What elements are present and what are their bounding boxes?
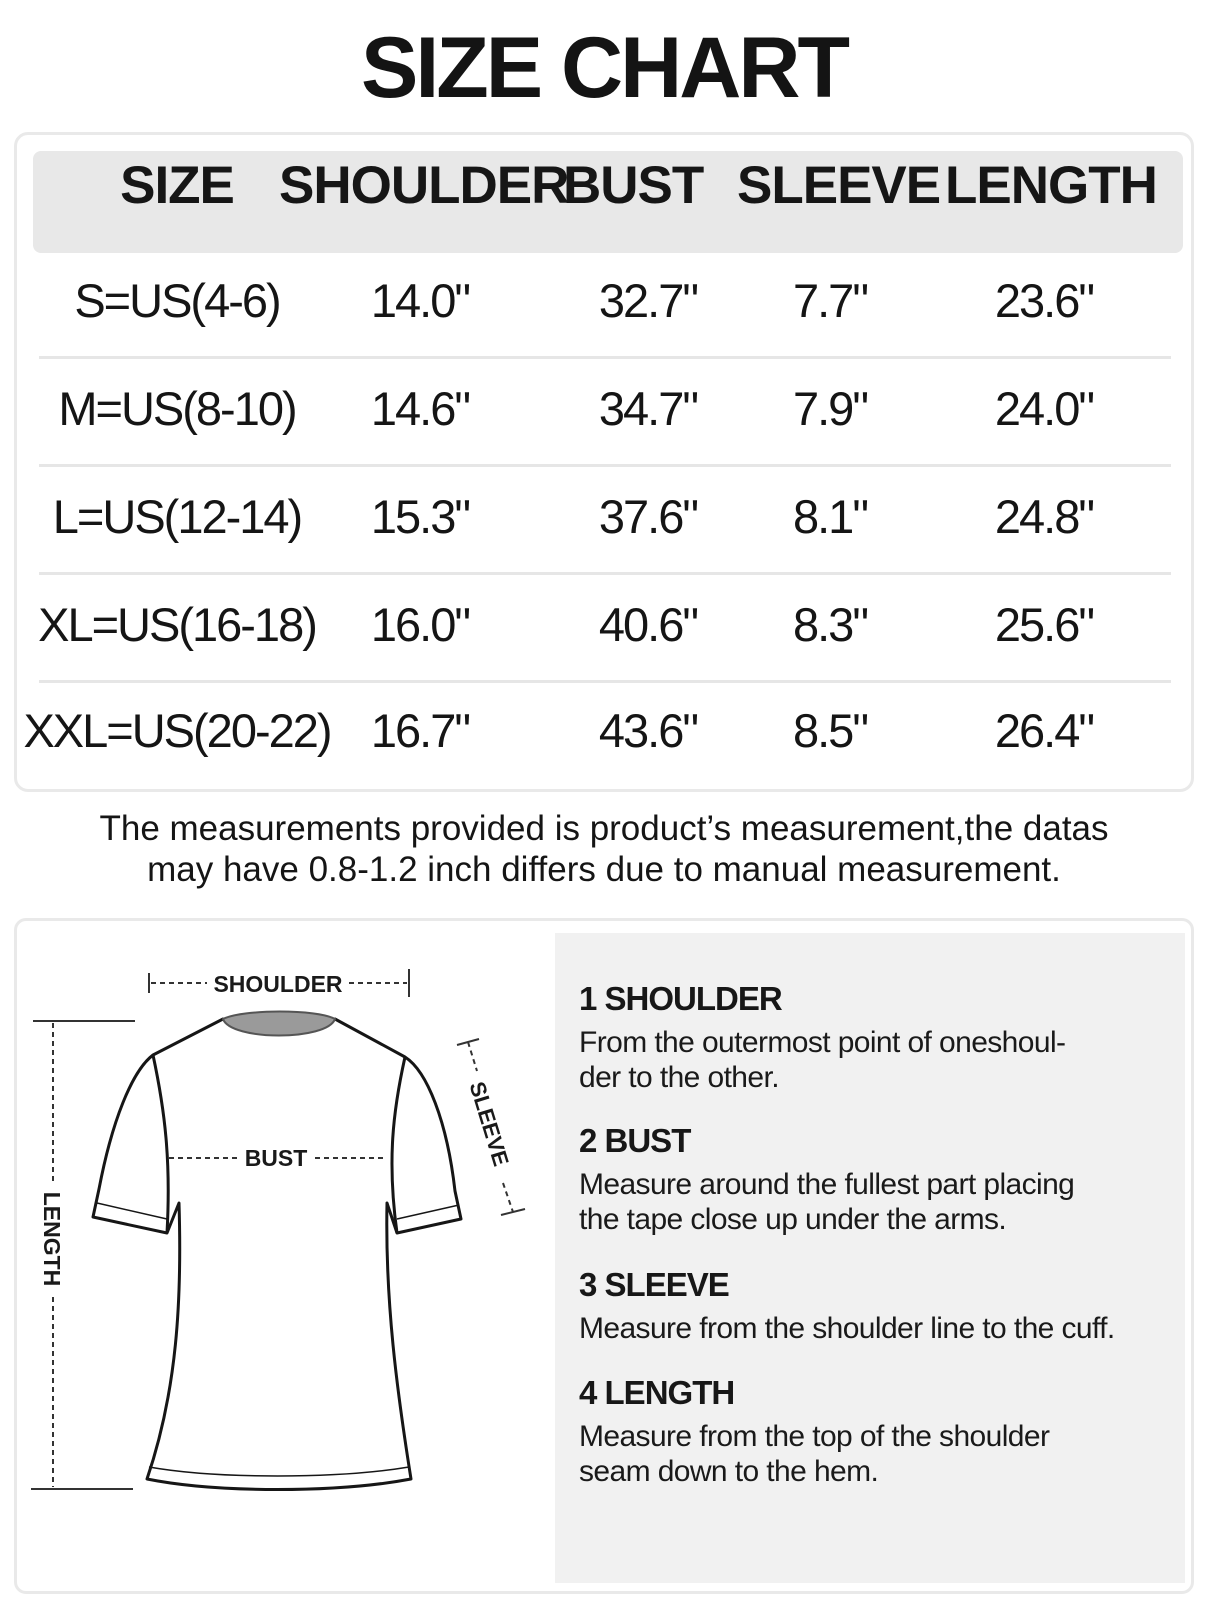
step-shoulder xyxy=(579,979,1179,1095)
cell-sleeve: 8.5" xyxy=(792,704,868,757)
cell-sleeve: 8.1" xyxy=(792,490,868,543)
step-title: 2 BUST xyxy=(579,1122,691,1159)
cell-length: 25.6" xyxy=(994,598,1094,651)
step-line: seam down to the hem. xyxy=(579,1455,879,1488)
step-description xyxy=(579,1167,1179,1237)
header-sleeve: SLEEVE xyxy=(737,156,941,215)
step-length xyxy=(579,1373,1179,1489)
sleeve-label: SLEEVE xyxy=(464,1078,514,1169)
cell-sleeve: 7.7" xyxy=(792,274,868,327)
step-line: the tape close up under the arms. xyxy=(579,1203,1007,1236)
step-sleeve xyxy=(579,1265,1179,1346)
note-line-2: may have 0.8-1.2 inch differs due to manual measurement. xyxy=(147,850,1061,889)
step-line: Measure from the shoulder line to the cuff. xyxy=(579,1312,1115,1345)
shoulder-label: SHOULDER xyxy=(213,971,343,997)
tshirt-diagram xyxy=(17,921,577,1591)
cell-size: M=US(8-10) xyxy=(58,382,296,435)
cell-shoulder: 16.7" xyxy=(370,704,470,757)
page-title: SIZE CHART xyxy=(361,20,847,116)
cell-bust: 43.6" xyxy=(598,704,698,757)
cell-shoulder: 16.0" xyxy=(370,598,470,651)
step-description xyxy=(579,1311,1179,1346)
cell-length: 23.6" xyxy=(994,274,1094,327)
step-line: Measure around the fullest part placing xyxy=(579,1168,1075,1201)
step-title: 1 SHOULDER xyxy=(579,980,782,1017)
measure-instructions xyxy=(555,933,1185,1583)
table-row xyxy=(17,249,1197,357)
cell-shoulder: 15.3" xyxy=(370,490,470,543)
header-length: LENGTH xyxy=(945,156,1157,215)
cell-length: 26.4" xyxy=(994,704,1094,757)
cell-sleeve: 7.9" xyxy=(792,382,868,435)
table-row xyxy=(17,573,1197,681)
measurement-note xyxy=(0,808,1208,890)
step-line: From the outermost point of oneshoul- xyxy=(579,1026,1066,1059)
step-line: der to the other. xyxy=(579,1061,779,1094)
size-table xyxy=(14,132,1194,792)
cell-sleeve: 8.3" xyxy=(792,598,868,651)
header-bust: BUST xyxy=(563,156,704,215)
table-row xyxy=(17,679,1197,787)
cell-shoulder: 14.6" xyxy=(370,382,470,435)
cell-bust: 37.6" xyxy=(598,490,698,543)
cell-length: 24.8" xyxy=(994,490,1094,543)
length-label: LENGTH xyxy=(39,1191,65,1287)
step-line: Measure from the top of the shoulder xyxy=(579,1420,1050,1453)
header-shoulder: SHOULDER xyxy=(279,156,569,215)
cell-bust: 34.7" xyxy=(598,382,698,435)
step-title: 4 LENGTH xyxy=(579,1374,735,1411)
cell-size: S=US(4-6) xyxy=(74,274,280,327)
cell-size: XXL=US(20-22) xyxy=(23,704,331,757)
cell-bust: 32.7" xyxy=(598,274,698,327)
table-row xyxy=(17,465,1197,573)
step-description xyxy=(579,1025,1179,1095)
note-line-1: The measurements provided is product’s measurement,the datas xyxy=(99,809,1109,848)
cell-length: 24.0" xyxy=(994,382,1094,435)
step-title: 3 SLEEVE xyxy=(579,1266,729,1303)
cell-shoulder: 14.0" xyxy=(370,274,470,327)
step-bust xyxy=(579,1121,1179,1237)
tshirt-outline xyxy=(93,1012,461,1490)
step-description xyxy=(579,1419,1179,1489)
cell-size: XL=US(16-18) xyxy=(38,598,316,651)
table-row xyxy=(17,357,1197,465)
measure-guide-card xyxy=(14,918,1194,1594)
cell-bust: 40.6" xyxy=(598,598,698,651)
bust-label: BUST xyxy=(244,1145,308,1171)
cell-size: L=US(12-14) xyxy=(52,490,302,543)
header-size: SIZE xyxy=(120,156,234,215)
